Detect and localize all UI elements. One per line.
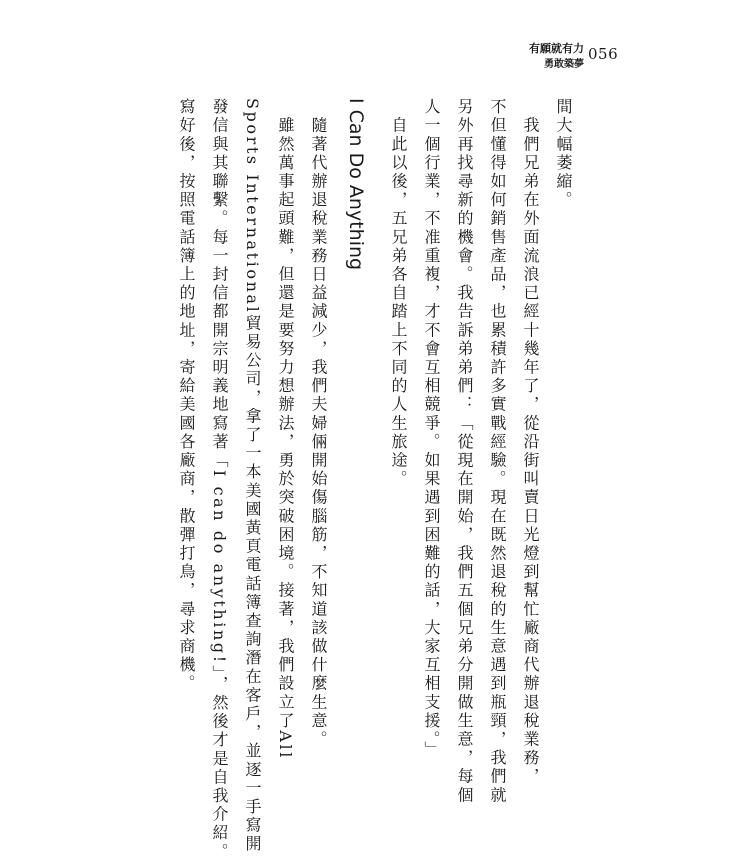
- vertical-text-block: [177, 98, 576, 861]
- text-column-6: 自此以後，五兄弟各自踏上不同的人生旅途。: [389, 98, 408, 489]
- section-column-4: 發信與其聯繫。每一封信都開宗明義地寫著「I can do anything!」，然後才是自我介紹。: [210, 98, 229, 861]
- text-column-1: 間大幅萎縮。: [554, 98, 573, 210]
- section-column-3: Sports International貿易公司，拿了一本美國黃頁電話簿查詢潛在客戶，並逐一手寫開: [243, 98, 262, 854]
- text-column-4: 另外再找尋新的機會。我告訴弟弟們：「從現在開始，我們五個兄弟分開做生意，每個: [455, 98, 474, 805]
- section-column-2: 雖然萬事起頭難，但還是要努力想辦法，勇於突破困境。接著，我們設立了All: [276, 98, 295, 760]
- section-column-1: 隨著代辦退稅業務日益減少，我們夫婦倆開始傷腦筋，不知道該做什麼生意。: [309, 98, 328, 749]
- section-column-5: 寫好後，按照電話簿上的地址，寄給美國各廠商，散彈打鳥，尋求商機。: [177, 98, 196, 694]
- text-column-2: 我們兄弟在外面流浪已經十幾年了，從沿街叫賣日光燈到幫忙廠商代辦退稅業務，: [521, 98, 540, 787]
- header-subtitle: 勇敢築夢: [544, 59, 584, 70]
- header-title: 有願就有力: [529, 42, 584, 55]
- page-number: 056: [588, 45, 619, 63]
- running-header: [520, 40, 730, 74]
- section-heading: I Can Do Anything: [345, 98, 367, 271]
- text-column-5: 人一個行業，不准重複，才不會互相競爭。如果遇到困難的話，大家互相支援。」: [422, 98, 441, 760]
- text-column-3: 不但懂得如何銷售產品，也累積許多實戰經驗。現在既然退稅的生意遇到瓶頸，我們就: [488, 98, 507, 805]
